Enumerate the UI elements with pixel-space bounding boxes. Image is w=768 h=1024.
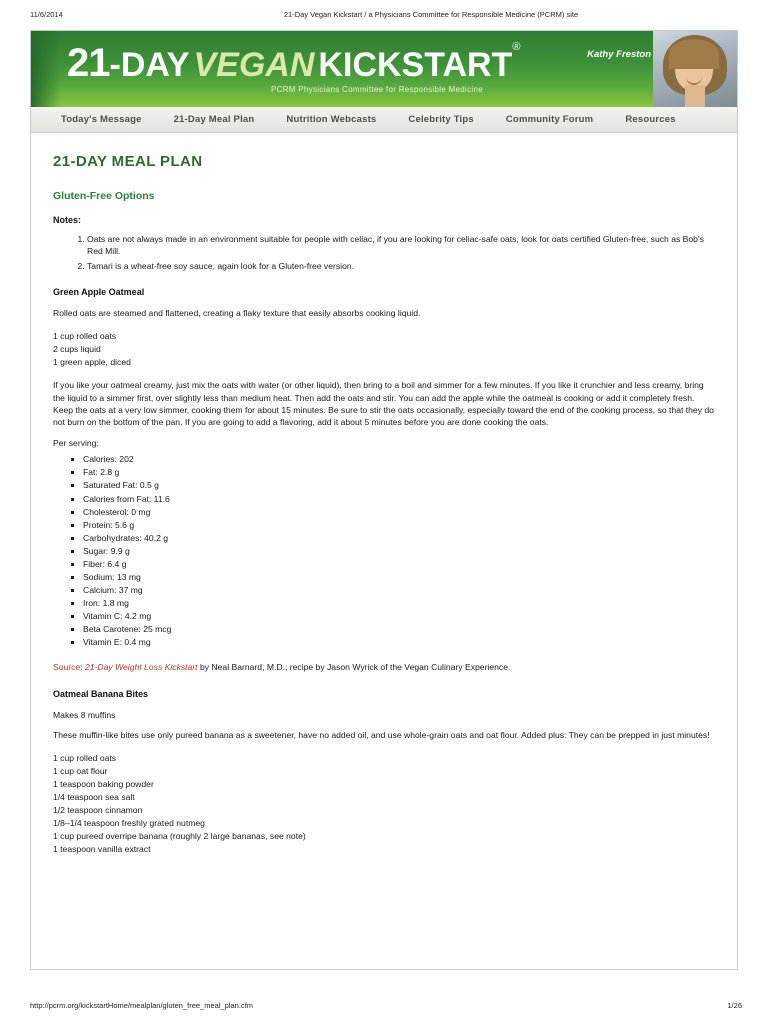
list-item: ▪ Vitamin C: 4.2 mg — [83, 610, 715, 623]
list-item: ▪ Calories from Fat: 11.6 — [83, 493, 715, 506]
recipe2-intro: These muffin-like bites use only pureed banana as a sweetener, have no added oil, and use whole-grain oats and oat flour. Added plus: They can be prepped in just minutes! — [53, 730, 710, 741]
list-item: 1/2 teaspoon cinnamon — [53, 804, 143, 815]
section-heading-gluten-free: Gluten-Free Options — [53, 189, 155, 202]
recipe-title-green-apple-oatmeal: Green Apple Oatmeal — [53, 287, 145, 298]
logo-21: 21 — [67, 41, 110, 85]
list-item: ▪ Calories: 202 — [83, 453, 715, 466]
guest-name-label: Kathy Freston — [587, 49, 651, 60]
nav-item-celebrity-tips[interactable]: Celebrity Tips — [408, 114, 474, 125]
list-item: 1/4 teaspoon sea salt — [53, 791, 135, 802]
page-number: 1/26 — [727, 1001, 742, 1010]
print-date: 11/6/2014 — [30, 10, 63, 19]
recipe-title-oatmeal-banana-bites: Oatmeal Banana Bites — [53, 688, 149, 699]
list-item: ▪ Saturated Fat: 0.5 g — [83, 479, 715, 492]
portrait-hair-top — [669, 39, 719, 69]
list-item: ▪ Iron: 1.8 mg — [83, 597, 715, 610]
notes-list — [53, 233, 715, 272]
list-item: 1 green apple, diced — [53, 357, 131, 367]
list-item: ▪ Carbohydrates: 40.2 g — [83, 532, 715, 545]
page-title: 21-DAY MEAL PLAN — [53, 153, 203, 170]
recipe1-ingredients — [53, 330, 715, 369]
list-item: 1. Oats are not always made in an environment suitable for people with celiac, if you are looking for celiac-safe oats, look for oats certified Gluten-free, such as Bob's Red Mill. — [87, 233, 715, 258]
source-credit: by Neal Barnard, M.D.; recipe by Jason Wyrick of the Vegan Culinary Experience. — [197, 662, 511, 673]
nav-item-meal-plan[interactable]: 21-Day Meal Plan — [173, 114, 255, 125]
list-item: ▪ Protein: 5.6 g — [83, 519, 715, 532]
list-item: ▪ Beta Carotene: 25 mcg — [83, 623, 715, 636]
nav-item-todays-message[interactable]: Today's Message — [61, 114, 142, 125]
banner-tagline: PCRM Physicians Committee for Responsible Medicine — [271, 85, 483, 94]
list-item: ▪ Fiber: 6.4 g — [83, 558, 715, 571]
recipe2-makes: Makes 8 muffins — [53, 709, 116, 720]
list-item: 1 cup rolled oats — [53, 330, 117, 341]
page-content — [31, 133, 737, 856]
list-item: 1 cup pureed overripe banana (roughly 2 large bananas, see note) — [53, 831, 306, 842]
list-item: ▪ Vitamin E: 0.4 mg — [83, 636, 715, 649]
list-item: 2. Tamari is a wheat-free soy sauce, again look for a Gluten-free version. — [87, 260, 715, 272]
list-item: 1 cup oat flour — [53, 765, 108, 776]
list-item: ▪ Fat: 2.8 g — [83, 466, 715, 479]
list-item: 1 teaspoon baking powder — [53, 778, 154, 789]
list-item: 1/8–1/4 teaspoon freshly grated nutmeg — [53, 817, 205, 828]
list-item: ▪ Sodium: 13 mg — [83, 571, 715, 584]
source-label: Source: — [53, 662, 86, 673]
print-header — [0, 0, 768, 19]
print-footer — [0, 1001, 768, 1010]
recipe1-intro: Rolled oats are steamed and flattened, creating a flaky texture that easily absorbs cooking liquid. — [53, 308, 421, 319]
portrait-neck — [685, 85, 705, 107]
list-item: 2 cups liquid — [53, 343, 101, 354]
source-book-title[interactable]: 21-Day Weight Loss Kickstart — [85, 662, 198, 673]
registered-mark-icon: ® — [512, 41, 521, 53]
site-banner — [31, 31, 737, 107]
list-item: ▪ Calcium: 37 mg — [83, 584, 715, 597]
recipe1-source — [53, 661, 715, 673]
list-item: 1 teaspoon vanilla extract — [53, 844, 151, 855]
recipe1-nutrition-list — [53, 453, 715, 649]
list-item: 1 cup rolled oats — [53, 752, 117, 763]
logo-vegan: VEGAN — [193, 46, 315, 84]
banner-gradient — [31, 31, 61, 107]
nav-item-nutrition-webcasts[interactable]: Nutrition Webcasts — [286, 114, 377, 125]
main-navigation[interactable] — [31, 107, 737, 133]
guest-portrait-photo — [653, 31, 737, 107]
site-logo[interactable] — [67, 41, 520, 85]
nav-item-resources[interactable]: Resources — [625, 114, 676, 125]
nav-item-community-forum[interactable]: Community Forum — [505, 114, 594, 125]
print-title: 21-Day Vegan Kickstart / a Physicians Committee for Responsible Medicine (PCRM) site — [283, 10, 579, 19]
web-page-capture — [30, 30, 738, 970]
recipe1-per-serving-label: Per serving: — [53, 437, 99, 448]
list-item: ▪ Sugar: 9.9 g — [83, 545, 715, 558]
list-item: ▪ Cholesterol: 0 mg — [83, 506, 715, 519]
recipe2-ingredients — [53, 752, 715, 857]
recipe1-method: If you like your oatmeal creamy, just mix the oats with water (or other liquid), then bring to a boil and simmer for a few minutes. If you like it crunchier and less creamy, bring the liquid to a simmer first, over slightly less than medium heat. Then add the oats and stir. You can add the apple while the oatmeal is cooking or add it completely fresh. Keep the oats at a very low simmer, cooking them for about 15 minutes. Be sure to stir the oats occasionally, especially toward the end of the cooking process, so that they do not burn on the bottom of the pan. If you are going to add a flavoring, add it about 5 minutes before you are done cooking the oats. — [53, 380, 714, 428]
page-url: http://pcrm.org/kickstartHome/mealplan/gluten_free_meal_plan.cfm — [30, 1001, 254, 1010]
notes-label: Notes: — [53, 214, 82, 225]
logo-kickstart: KICKSTART — [318, 46, 513, 84]
logo-day: -DAY — [109, 46, 190, 84]
